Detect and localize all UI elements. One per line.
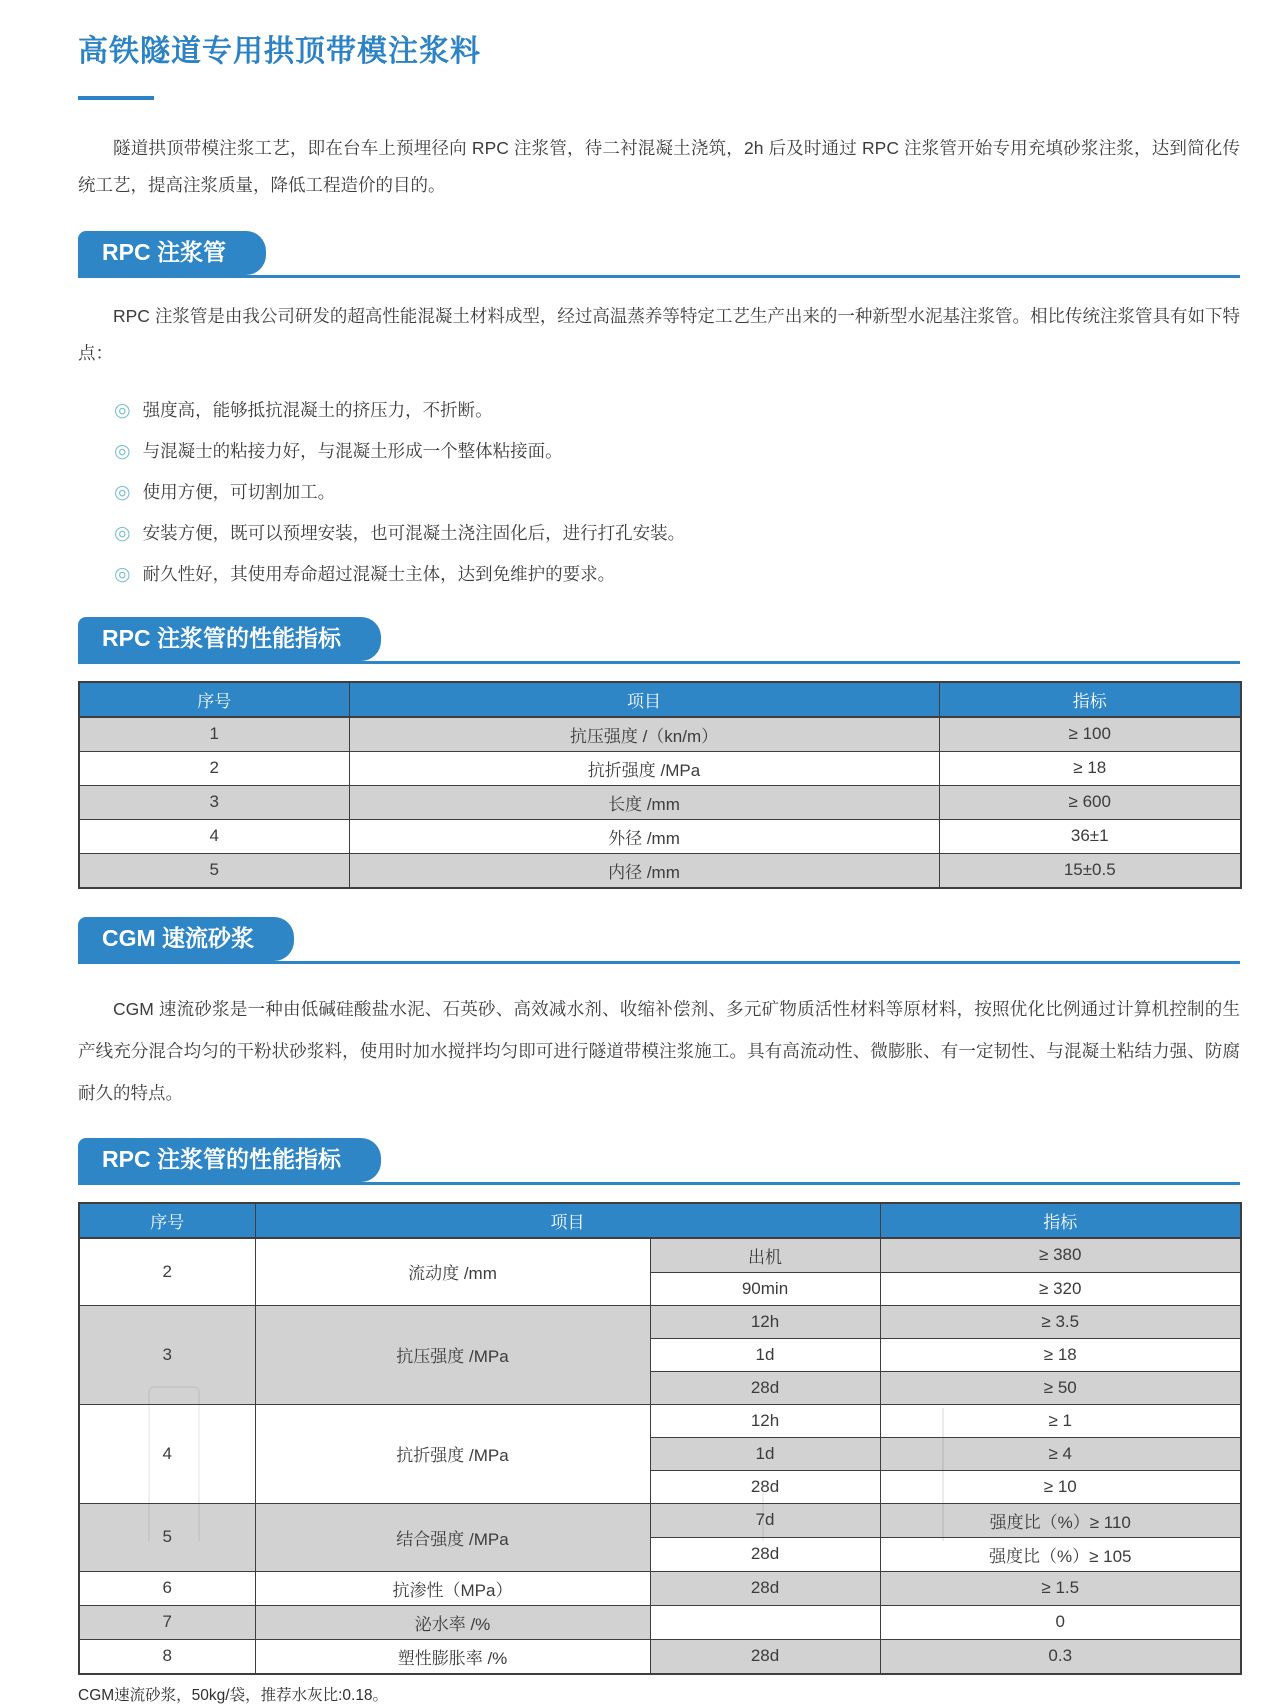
section-badge-rpc-pipe: RPC 注浆管 [78,231,266,275]
list-item [114,472,1240,513]
item-cell: 塑性膨胀率 /% [255,1639,650,1674]
page-content [78,0,1240,1705]
condition-cell: 7d [650,1503,880,1537]
column-header-no: 序号 [79,682,349,717]
bullet-icon: ◎ [114,563,131,585]
condition-cell: 28d [650,1639,880,1674]
condition-cell: 28d [650,1371,880,1404]
row-no-cell: 8 [79,1639,255,1674]
condition-cell: 出机 [650,1238,880,1273]
section-badge-cgm-performance: RPC 注浆管的性能指标 [78,1138,381,1182]
table-row [79,853,1241,888]
item-cell: 结合强度 /MPa [255,1503,650,1571]
condition-cell: 12h [650,1305,880,1338]
rpc-performance-table [78,681,1242,889]
condition-cell: 28d [650,1571,880,1605]
section-badge-rpc-performance: RPC 注浆管的性能指标 [78,617,381,661]
row-no-cell: 6 [79,1571,255,1605]
bullet-text: 使用方便，可切割加工。 [142,481,336,502]
table-row [79,1404,1241,1437]
item-cell: 泌水率 /% [255,1605,650,1639]
condition-cell: 90min [650,1272,880,1305]
table-header-row [79,682,1241,717]
title-underline [78,96,154,100]
value-cell: 0.3 [880,1639,1241,1674]
item-cell: 内径 /mm [349,853,939,888]
condition-cell: 28d [650,1470,880,1503]
column-header-no: 序号 [79,1203,255,1238]
section-header-cgm-performance [78,1138,1240,1185]
item-cell: 抗折强度 /MPa [255,1404,650,1503]
value-cell: ≥ 1 [880,1404,1241,1437]
column-header-value: 指标 [939,682,1241,717]
row-no-cell: 5 [79,1503,255,1571]
cgm-performance-table [78,1202,1242,1675]
row-no-cell: 7 [79,1605,255,1639]
table-header-row [79,1203,1241,1238]
rpc-feature-list [78,390,1240,595]
item-cell: 抗渗性（MPa） [255,1571,650,1605]
table-footnote: CGM速流砂浆，50kg/袋，推荐水灰比:0.18。 [78,1686,389,1704]
value-cell: ≥ 380 [880,1238,1241,1273]
condition-cell: 1d [650,1338,880,1371]
value-cell: 强度比（%）≥ 110 [880,1503,1241,1537]
list-item [114,513,1240,554]
column-header-item: 项目 [255,1203,880,1238]
cgm-paragraph: CGM 速流砂浆是一种由低碱硅酸盐水泥、石英砂、高效减水剂、收缩补偿剂、多元矿物质活性材料等原材料，按照优化比例通过计算机控制的生产线充分混合均匀的干粉状砂浆料，使用时加水搅拌均匀即可进行隧道带模注浆施工。具有高流动性、微膨胀、有一定韧性、与混凝土粘结力强、防腐耐久的特点。 [78,998,1240,1103]
value-cell: ≥ 3.5 [880,1305,1241,1338]
condition-cell [650,1605,880,1639]
item-cell: 抗压强度 /MPa [255,1305,650,1404]
item-cell: 抗压强度 /（kn/m） [349,717,939,752]
item-cell: 外径 /mm [349,819,939,853]
bullet-icon: ◎ [114,399,131,421]
item-cell: 流动度 /mm [255,1238,650,1306]
list-item [114,554,1240,595]
row-no-cell: 5 [79,853,349,888]
section-header-rpc-pipe [78,231,1240,278]
table-row [79,751,1241,785]
table-row [79,1605,1241,1639]
value-cell: 强度比（%）≥ 105 [880,1537,1241,1571]
item-cell: 抗折强度 /MPa [349,751,939,785]
item-cell: 长度 /mm [349,785,939,819]
value-cell: ≥ 4 [880,1437,1241,1470]
row-no-cell: 3 [79,785,349,819]
table-row [79,1305,1241,1338]
row-no-cell: 3 [79,1305,255,1404]
bullet-text: 耐久性好，其使用寿命超过混凝士主体，达到免维护的要求。 [142,563,616,584]
table-row [79,1639,1241,1674]
section-header-rpc-performance [78,617,1240,664]
condition-cell: 12h [650,1404,880,1437]
condition-cell: 28d [650,1537,880,1571]
value-cell: ≥ 320 [880,1272,1241,1305]
value-cell: ≥ 100 [939,717,1241,752]
bullet-icon: ◎ [114,522,131,544]
column-header-item: 项目 [349,682,939,717]
table-row [79,1571,1241,1605]
value-cell: ≥ 50 [880,1371,1241,1404]
row-no-cell: 2 [79,1238,255,1306]
row-no-cell: 4 [79,819,349,853]
row-no-cell: 2 [79,751,349,785]
value-cell: ≥ 18 [880,1338,1241,1371]
bullet-icon: ◎ [114,481,131,503]
value-cell: ≥ 10 [880,1470,1241,1503]
rpc-pipe-paragraph: RPC 注浆管是由我公司研发的超高性能混凝土材料成型，经过高温蒸养等特定工艺生产出来的一种新型水泥基注浆管。相比传统注浆管具有如下特点： [78,306,1240,363]
list-item [114,390,1240,431]
bullet-text: 安装方便，既可以预埋安装，也可混凝土浇注固化后，进行打孔安装。 [142,522,686,543]
bullet-icon: ◎ [114,440,131,462]
table-row [79,1238,1241,1273]
row-no-cell: 1 [79,717,349,752]
value-cell: ≥ 18 [939,751,1241,785]
condition-cell: 1d [650,1437,880,1470]
table-row [79,819,1241,853]
bullet-text: 强度高，能够抵抗混凝土的挤压力，不折断。 [142,399,493,420]
table-row [79,717,1241,752]
section-header-cgm [78,917,1240,964]
page-title: 高铁隧道专用拱顶带模注浆料 [78,35,481,68]
table-row [79,1503,1241,1537]
value-cell: 0 [880,1605,1241,1639]
table-row [79,785,1241,819]
section-badge-cgm: CGM 速流砂浆 [78,917,294,961]
list-item [114,431,1240,472]
value-cell: 36±1 [939,819,1241,853]
bullet-text: 与混凝士的粘接力好，与混凝土形成一个整体粘接面。 [142,440,563,461]
column-header-value: 指标 [880,1203,1241,1238]
value-cell: ≥ 600 [939,785,1241,819]
row-no-cell: 4 [79,1404,255,1503]
intro-paragraph: 隧道拱顶带模注浆工艺，即在台车上预埋径向 RPC 注浆管，待二衬混凝土浇筑，2h 后及时通过 RPC 注浆管开始专用充填砂浆注浆，达到简化传统工艺，提高注浆质量，降低工程造价的目的。 [78,138,1240,195]
value-cell: ≥ 1.5 [880,1571,1241,1605]
value-cell: 15±0.5 [939,853,1241,888]
